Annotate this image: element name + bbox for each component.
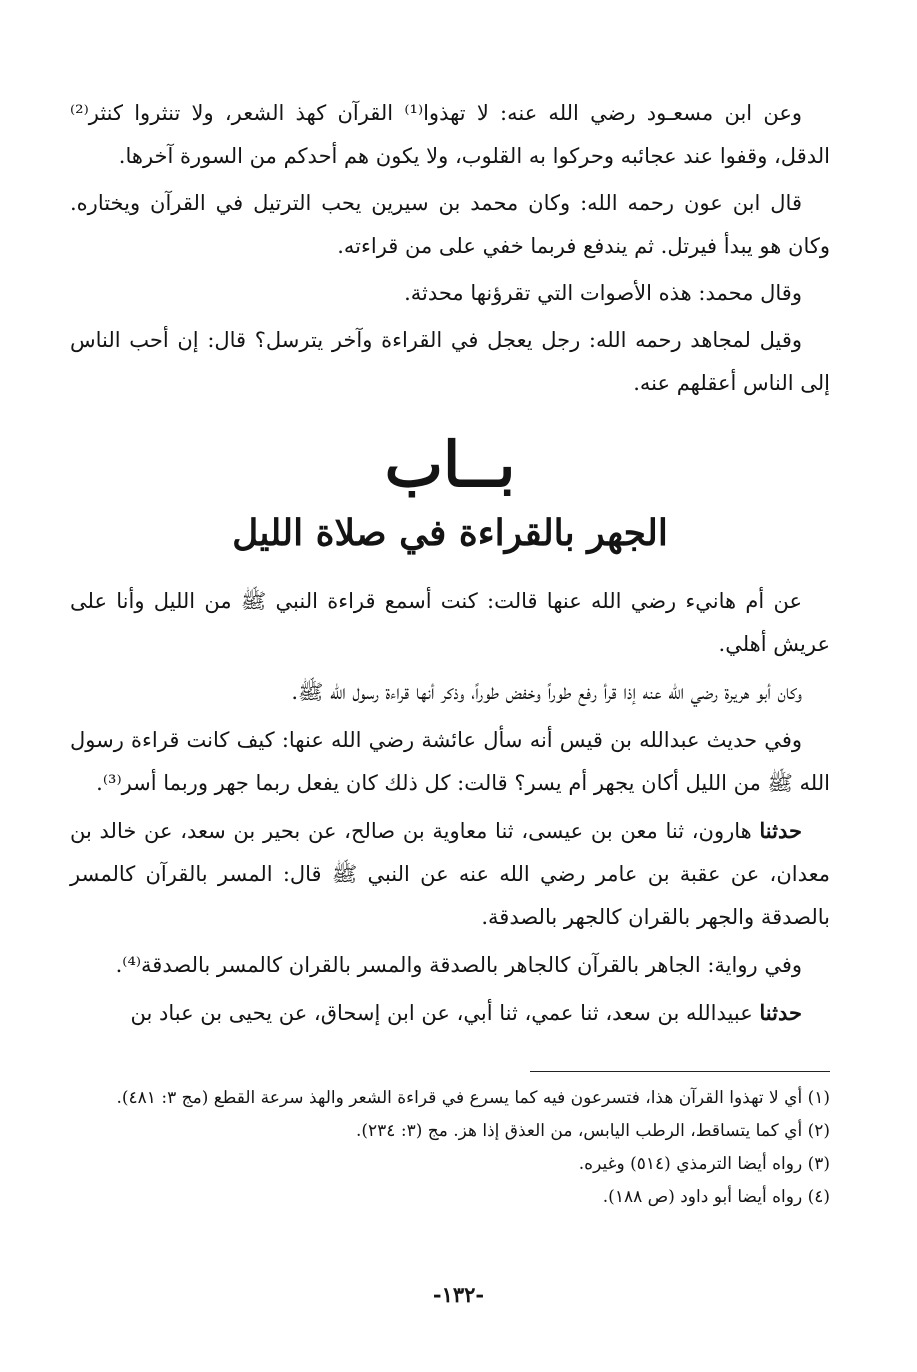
paragraph bbox=[70, 718, 830, 805]
paragraph: وعن ابن مسعـود رضي الله عنه: لا تهذوا⁽¹⁾ القرآن كهذ الشعر، ولا تنثروا كنثر⁽²⁾ الدقل، وقفوا عند عجائبه وحركوا به القلوب، ولا يكون هم أحدكم من السورة آخرها. bbox=[70, 101, 830, 168]
paragraph-lead: حدثنا bbox=[759, 818, 802, 843]
paragraph bbox=[70, 991, 830, 1035]
paragraph-text: وكان أبو هريرة رضي الله عنه إذا قرأ رفع طوراً وخفض طوراً، وذكر أنها قراءة رسول الله ﷺ. bbox=[291, 680, 802, 704]
paragraph-text: عن أم هانيء رضي الله عنها قالت: كنت أسمع قراءة النبي ﷺ من الليل وأنا على عريش أهلي. bbox=[70, 589, 830, 656]
paragraph: قال ابن عون رحمه الله: وكان محمد بن سيرين يحب الترتيل في القرآن ويختاره. وكان هو يبدأ فيرتل. ثم يندفع فربما خفي على من قراءته. bbox=[70, 191, 830, 258]
paragraph-text: وفي حديث عبدالله بن قيس أنه سأل عائشة رضي الله عنها: كيف كانت قراءة رسول الله ﷺ من الليل أكان يجهر أم يسر؟ قالت: كل ذلك كان يفعل ربما جهر وربما أسر⁽³⁾. bbox=[70, 728, 830, 795]
paragraph bbox=[70, 809, 830, 939]
chapter-heading bbox=[70, 427, 830, 563]
footnote: (٢) أي كما يتساقط، الرطب اليابس، من العذق إذا هز. مج (٣: ٢٣٤). bbox=[355, 1121, 830, 1141]
chapter-word: بــاب bbox=[384, 428, 516, 501]
top-section bbox=[70, 92, 830, 405]
footnote: (١) أي لا تهذوا القرآن هذا، فتسرعون فيه كما يسرع في قراءة الشعر والهذ سرعة القطع (مج ٣: ٤٨١). bbox=[116, 1088, 830, 1108]
paragraph bbox=[70, 670, 830, 714]
paragraph bbox=[70, 943, 830, 987]
page-number: -١٣٢- bbox=[432, 1282, 485, 1307]
footnote: (٣) رواه أيضا الترمذي (٥١٤) وغيره. bbox=[578, 1154, 830, 1174]
paragraph: وقيل لمجاهد رحمه الله: رجل يعجل في القراءة وآخر يترسل؟ قال: إن أحب الناس إلى الناس أعقلهم عنه. bbox=[70, 328, 830, 395]
chapter-title: الجهر بالقراءة في صلاة الليل bbox=[232, 512, 668, 554]
paragraph bbox=[70, 579, 830, 666]
paragraph-text: هارون، ثنا معن بن عيسى، ثنا معاوية بن صالح، عن بحير بن سعد، عن خالد بن معدان، عن عقبة بن عامر رضي الله عنه عن النبي ﷺ قال: المسر بالقرآن كالمسر بالصدقة والجهر بالقران كالجهر بالصدقة. bbox=[70, 819, 830, 929]
footnotes bbox=[70, 1082, 830, 1214]
paragraph-text: عبيدالله بن سعد، ثنا عمي، ثنا أبي، عن ابن إسحاق، عن يحيى بن عباد بن bbox=[130, 1001, 760, 1025]
footnote: (٤) رواه أيضا أبو داود (ص ١٨٨). bbox=[602, 1187, 830, 1207]
paragraph-lead: حدثنا bbox=[759, 1000, 802, 1025]
footnote-divider bbox=[530, 1071, 830, 1072]
paragraph: وقال محمد: هذه الأصوات التي تقرؤنها محدثة. bbox=[404, 281, 802, 305]
book-page bbox=[70, 92, 830, 1214]
paragraph-text: وفي رواية: الجاهر بالقرآن كالجاهر بالصدقة والمسر بالقران كالمسر بالصدقة⁽⁴⁾. bbox=[115, 953, 802, 977]
bottom-section bbox=[70, 579, 830, 1035]
